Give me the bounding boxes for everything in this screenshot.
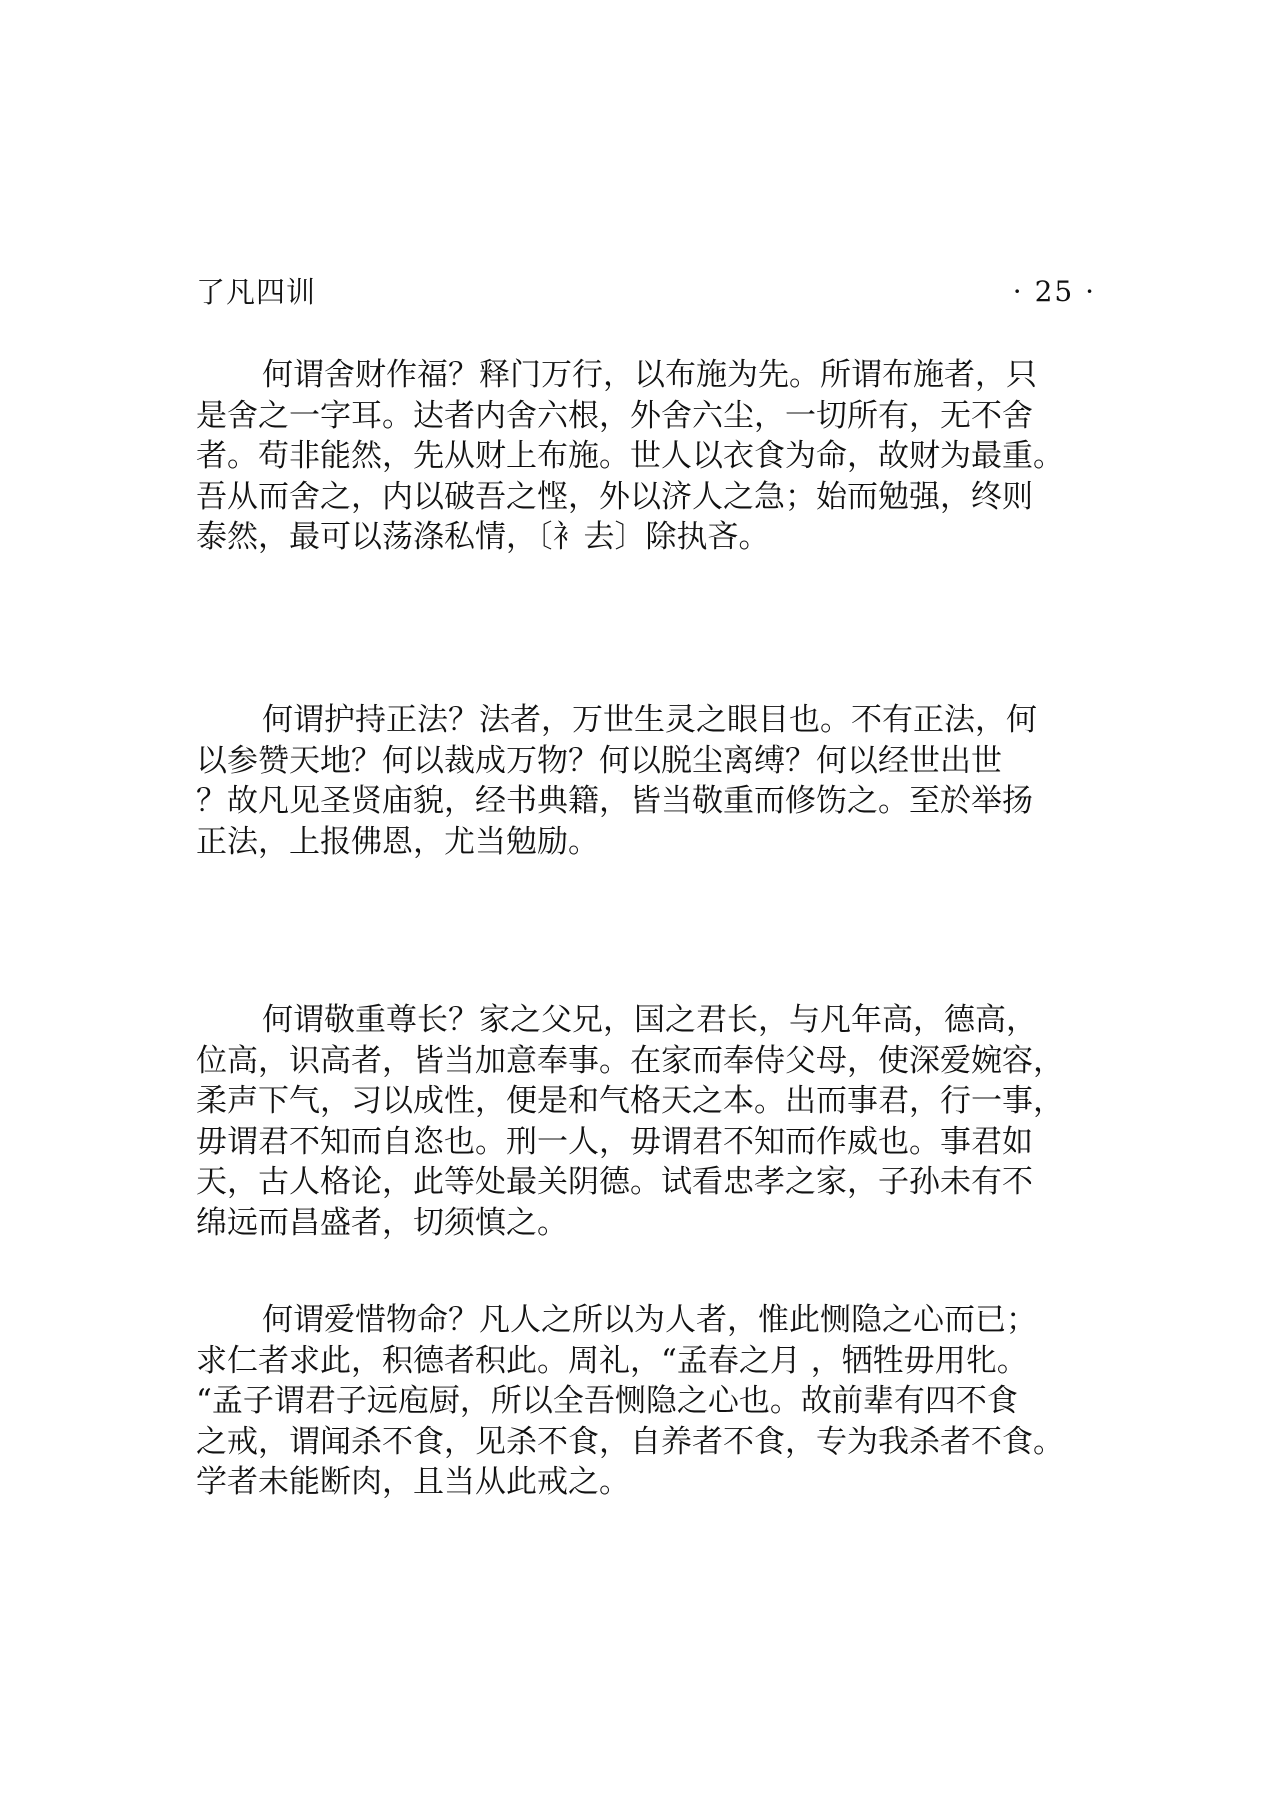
text-line: 求仁者求此，积德者积此。周礼，“孟春之月 ，牺牲毋用牝。 bbox=[196, 1342, 1028, 1379]
text-line: 吾从而舍之，内以破吾之悭，外以济人之急；始而勉强，终则 bbox=[196, 478, 1033, 515]
text-line: 泰然，最可以荡涤私情，〔衤去〕除执吝。 bbox=[196, 519, 770, 555]
text-line: 何谓舍财作福？释门万行，以布施为先。所谓布施者，只 bbox=[262, 357, 1037, 393]
text-line: 柔声下气，习以成性，便是和气格天之本。出而事君，行一事， bbox=[196, 1083, 1064, 1119]
text-line: 何谓爱惜物命？凡人之所以为人者，惟此恻隐之心而已； bbox=[262, 1302, 1037, 1338]
book-title: 了凡四训 bbox=[196, 275, 317, 309]
text-line: 之戒，谓闻杀不食，见杀不食，自养者不食，专为我杀者不食。 bbox=[196, 1423, 1064, 1460]
text-line: 何谓护持正法？法者，万世生灵之眼目也。不有正法，何 bbox=[262, 702, 1037, 738]
text-line: 以参赞天地？何以裁成万物？何以脱尘离缚？何以经世出世 bbox=[196, 742, 1002, 779]
text-line: 位高，识高者，皆当加意奉事。在家而奉侍父母，使深爱婉容， bbox=[196, 1042, 1064, 1079]
paragraph-cherishing-life bbox=[196, 1300, 1116, 1503]
text-line: 正法，上报佛恩，尤当勉励。 bbox=[196, 823, 599, 860]
text-line: 者。苟非能然，先从财上布施。世人以衣食为命，故财为最重。 bbox=[196, 438, 1064, 474]
page-number: · 25 · bbox=[1012, 275, 1096, 308]
text-line: 天，古人格论，此等处最关阴德。试看忠孝之家，子孙未有不 bbox=[196, 1164, 1033, 1200]
paragraph-upholding-dharma bbox=[196, 700, 1116, 862]
paragraph-giving-wealth bbox=[196, 355, 1116, 558]
text-line: 毋谓君不知而自恣也。刑一人，毋谓君不知而作威也。事君如 bbox=[196, 1123, 1033, 1160]
text-line: 何谓敬重尊长？家之父兄，国之君长，与凡年高，德高， bbox=[262, 1002, 1037, 1038]
text-line: 学者未能断肉，且当从此戒之。 bbox=[196, 1464, 630, 1500]
text-line: “孟子谓君子远庖厨，所以全吾恻隐之心也。故前辈有四不食 bbox=[196, 1383, 1018, 1419]
paragraph-respecting-elders bbox=[196, 1000, 1116, 1243]
page-header bbox=[196, 272, 1096, 312]
text-line: 是舍之一字耳。达者内舍六根，外舍六尘，一切所有，无不舍 bbox=[196, 397, 1033, 434]
text-line: ？故凡见圣贤庙貌，经书典籍，皆当敬重而修饬之。至於举扬 bbox=[196, 783, 1033, 819]
text-line: 绵远而昌盛者，切须慎之。 bbox=[196, 1204, 568, 1241]
